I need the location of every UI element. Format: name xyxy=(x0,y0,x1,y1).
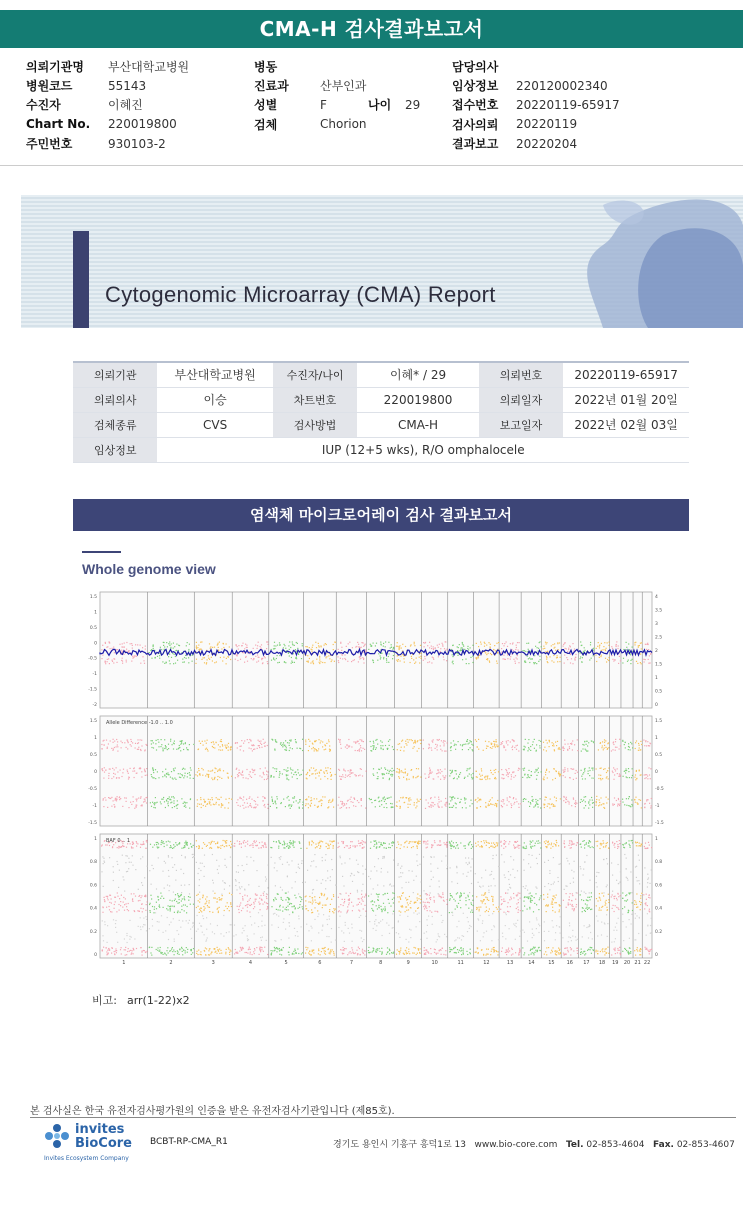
y-tick-label: 0.5 xyxy=(89,753,97,758)
y-tick-label: 0.4 xyxy=(655,906,663,912)
patient-info xyxy=(0,57,743,157)
address: 경기도 용인시 기흥구 흥덕1로 13 xyxy=(333,1140,466,1150)
info-value: 20220119-65917 xyxy=(516,97,620,112)
info-label: 담당의사 xyxy=(452,60,499,74)
info-value: 20220204 xyxy=(516,136,578,151)
table-header-cell: 차트번호 xyxy=(273,387,357,412)
table-cell: 이혜* / 29 xyxy=(357,362,479,387)
tel-number: 02-853-4604 xyxy=(586,1140,645,1150)
report-title: CMA-H 검사결과보고서 xyxy=(0,10,743,48)
table-header-cell: 의뢰기관 xyxy=(73,362,157,387)
y-tick-label: 0.2 xyxy=(89,929,97,935)
y-tick-label: 2 xyxy=(655,649,658,654)
info-column-1 xyxy=(26,57,189,153)
remark-value: arr(1-22)x2 xyxy=(126,994,190,1007)
y-tick-label: 1.5 xyxy=(655,662,663,668)
certification-note: 본 검사실은 한국 유전자검사평가원의 인증을 받은 유전자검사기관입니다 (제85호). xyxy=(30,1106,395,1117)
y-tick-label: 0 xyxy=(94,770,97,775)
table-header-cell: 의뢰일자 xyxy=(479,387,563,412)
table-header-cell: 의뢰번호 xyxy=(479,362,563,387)
y-tick-label: -1 xyxy=(92,804,97,809)
report-banner xyxy=(21,195,743,328)
y-tick-label: 1.5 xyxy=(89,595,97,600)
clinical-info-cell: IUP (12+5 wks), R/O omphalocele xyxy=(157,437,689,462)
table-header-cell: 임상정보 xyxy=(73,437,157,462)
banner-accent-bar xyxy=(73,231,89,328)
y-tick-label: -2 xyxy=(92,703,97,708)
y-tick-label: 1 xyxy=(655,736,658,741)
info-value: 220120002340 xyxy=(516,78,608,93)
table-cell: 이승 xyxy=(157,387,272,412)
section-title: 염색체 마이크로어레이 검사 결과보고서 xyxy=(73,499,689,531)
table-header-cell: 검사방법 xyxy=(273,412,357,437)
y-tick-label: -1.5 xyxy=(655,821,664,826)
info-label: 의뢰기관명 xyxy=(26,60,84,74)
chromosome-label: 13 xyxy=(506,960,514,966)
chromosome-label: 10 xyxy=(431,960,438,966)
y-tick-label: 0.5 xyxy=(89,625,97,631)
chromosome-label: 1 xyxy=(122,960,126,966)
y-tick-label: -1.5 xyxy=(88,821,97,826)
y-tick-label: 1 xyxy=(94,736,97,741)
chromosome-label: 16 xyxy=(566,960,573,966)
y-tick-label: 1.5 xyxy=(655,719,663,724)
table-row xyxy=(73,412,689,437)
info-label: 수진자 xyxy=(26,98,61,112)
chromosome-label: 8 xyxy=(379,960,383,966)
title-accent-line xyxy=(82,551,121,553)
y-tick-label: 3.5 xyxy=(655,608,663,614)
chromosome-label: 17 xyxy=(583,960,590,966)
y-tick-label: 0.8 xyxy=(655,860,663,866)
table-cell: CMA-H xyxy=(357,412,479,437)
logo-tagline: Invites Ecosystem Company xyxy=(44,1155,129,1162)
chromosome-label: 12 xyxy=(483,960,490,966)
table-row xyxy=(73,437,689,462)
info-label: 접수번호 xyxy=(452,98,499,112)
info-row xyxy=(26,95,189,114)
chromosome-label: 2 xyxy=(169,960,173,966)
info-label: 검사의뢰 xyxy=(452,117,499,132)
chromosome-label: 7 xyxy=(349,960,354,966)
table-header-cell: 수진자/나이 xyxy=(273,362,357,387)
y-tick-label: 1 xyxy=(655,676,658,681)
info-value: 산부인과 xyxy=(320,79,367,93)
info-column-3 xyxy=(452,57,620,153)
chromosome-label: 3 xyxy=(211,960,215,966)
y-tick-label: -0.5 xyxy=(88,787,97,792)
y-tick-label: 1.5 xyxy=(89,719,97,724)
info-label: 나이 xyxy=(368,98,392,112)
panel-label: BAF 0 .. 1 xyxy=(106,838,131,844)
chromosome-label: 4 xyxy=(248,960,253,966)
y-tick-label: 0 xyxy=(94,641,97,647)
y-tick-label: -1.5 xyxy=(88,687,97,693)
info-value: 220019800 xyxy=(108,117,177,131)
chromosome-label: 19 xyxy=(612,960,619,966)
table-cell: CVS xyxy=(157,412,272,437)
request-info-table xyxy=(73,361,689,463)
y-tick-label: 0 xyxy=(655,703,658,708)
info-row xyxy=(254,57,420,76)
chromosome-label: 21 xyxy=(634,960,641,966)
info-row xyxy=(26,76,189,95)
remark xyxy=(92,992,190,1008)
table-cell: 부산대학교병원 xyxy=(157,362,272,387)
table-cell: 220019800 xyxy=(357,387,479,412)
chromosome-label: 15 xyxy=(548,960,555,966)
chromosome-label: 5 xyxy=(284,960,288,966)
info-row xyxy=(452,95,620,114)
y-tick-label: 4 xyxy=(655,595,658,600)
info-row xyxy=(254,95,420,114)
y-tick-label: 0 xyxy=(655,953,658,958)
table-cell: 20220119-65917 xyxy=(563,362,689,387)
info-value: 29 xyxy=(405,97,421,112)
y-tick-label: 0.4 xyxy=(89,906,97,912)
info-label: 진료과 xyxy=(254,79,289,93)
plot-panel xyxy=(100,716,652,826)
info-value: 이혜진 xyxy=(108,98,143,112)
y-tick-label: 0.2 xyxy=(655,929,663,935)
chromosome-label: 14 xyxy=(528,960,535,966)
y-tick-label: 0.8 xyxy=(89,860,97,866)
info-value: 부산대학교병원 xyxy=(108,60,190,74)
info-label: 검체 xyxy=(254,117,278,132)
company-logo xyxy=(42,1122,142,1166)
logo-text-2: BioCore xyxy=(75,1136,132,1151)
website: www.bio-core.com xyxy=(474,1140,558,1150)
table-header-cell: 보고일자 xyxy=(479,412,563,437)
y-tick-label: -1 xyxy=(92,672,97,678)
info-value: Chorion xyxy=(320,117,367,131)
info-value: 20220119 xyxy=(516,117,578,131)
y-tick-label: 2.5 xyxy=(655,635,663,641)
info-row xyxy=(452,114,620,134)
fax-label: Fax. xyxy=(653,1140,674,1150)
y-tick-label: 3 xyxy=(655,622,658,627)
divider xyxy=(0,165,743,166)
footer-divider xyxy=(30,1117,736,1118)
logo-mark-icon xyxy=(42,1122,72,1152)
table-cell: 2022년 01월 20일 xyxy=(563,387,689,412)
y-tick-label: 1 xyxy=(94,837,97,842)
contact-info xyxy=(333,1137,735,1150)
y-tick-label: 0.5 xyxy=(655,753,663,758)
info-label: 성별 xyxy=(254,98,278,112)
y-tick-label: 0.6 xyxy=(89,883,97,889)
chromosome-label: 22 xyxy=(643,960,651,966)
info-value: 55143 xyxy=(108,78,147,93)
info-label: 병원코드 xyxy=(26,79,73,93)
genome-view-title: Whole genome view xyxy=(82,561,216,577)
table-row xyxy=(73,362,689,387)
document-code: BCBT-RP-CMA_R1 xyxy=(150,1137,228,1147)
tel-label: Tel. xyxy=(565,1140,584,1150)
info-row xyxy=(452,134,620,153)
chromosome-label: 6 xyxy=(318,960,322,966)
info-label: 결과보고 xyxy=(452,137,499,151)
info-row xyxy=(254,114,420,134)
table-row xyxy=(73,387,689,412)
y-tick-label: 1 xyxy=(655,837,658,842)
whole-genome-plot xyxy=(86,588,666,966)
info-label: 주민번호 xyxy=(26,137,73,151)
info-label: Chart No. xyxy=(26,117,91,131)
fax-number: 02-853-4607 xyxy=(676,1140,735,1150)
y-tick-label: -0.5 xyxy=(88,656,97,662)
y-tick-label: -0.5 xyxy=(655,787,664,792)
table-header-cell: 의뢰의사 xyxy=(73,387,157,412)
panel-label: Allele Difference -1.0 .. 1.0 xyxy=(106,720,173,726)
info-row xyxy=(452,76,620,95)
info-label: 임상정보 xyxy=(452,79,499,93)
y-tick-label: 0.6 xyxy=(655,883,663,889)
chromosome-label: 18 xyxy=(598,960,606,966)
info-row xyxy=(26,57,189,76)
chromosome-label: 20 xyxy=(623,960,631,966)
info-value: F xyxy=(320,97,327,112)
y-tick-label: 0.5 xyxy=(655,689,663,695)
table-cell: 2022년 02월 03일 xyxy=(563,412,689,437)
logo-text-1: invites xyxy=(75,1122,125,1137)
info-row xyxy=(26,114,189,134)
banner-decoration xyxy=(483,195,743,328)
y-tick-label: 0 xyxy=(655,770,658,775)
info-row xyxy=(26,134,189,153)
plot-panel xyxy=(100,834,652,958)
table-header-cell: 검체종류 xyxy=(73,412,157,437)
remark-label: 비고: xyxy=(92,994,117,1007)
chromosome-label: 9 xyxy=(406,960,410,966)
y-tick-label: 0 xyxy=(94,953,97,958)
info-value: 930103-2 xyxy=(108,136,166,151)
chromosome-label: 11 xyxy=(457,960,464,966)
info-row xyxy=(452,57,620,76)
info-label: 병동 xyxy=(254,60,278,74)
info-column-2 xyxy=(254,57,420,134)
banner-title: Cytogenomic Microarray (CMA) Report xyxy=(105,282,496,307)
y-tick-label: -1 xyxy=(655,804,660,809)
info-row xyxy=(254,76,420,95)
y-tick-label: 1 xyxy=(94,610,97,616)
